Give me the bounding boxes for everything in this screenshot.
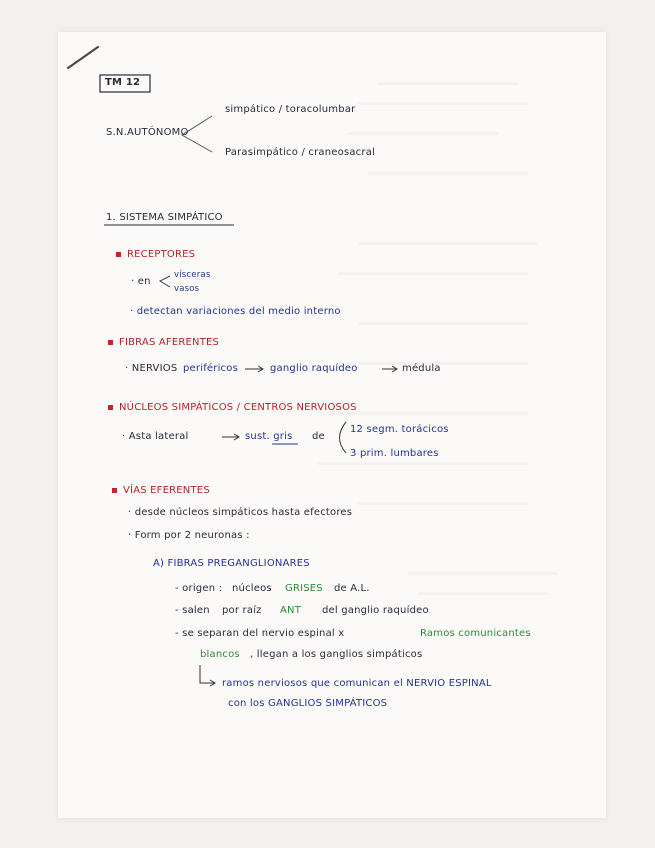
salen-rest: del ganglio raquídeo [322,605,429,616]
fibras-line-part3: ganglio raquídeo [270,363,358,374]
receptores-en-item: vasos [174,284,200,294]
fibras-line-part1: · NERVIOS [125,363,178,374]
bullet-icon [108,340,113,345]
receptores-heading: RECEPTORES [127,249,196,260]
receptores-en-label: · en [131,276,151,287]
bullet-icon [108,405,113,410]
nucleos-heading: NÚCLEOS SIMPÁTICOS / CENTROS NERVIOSOS [119,402,357,413]
salen-green: ANT [280,605,302,616]
fibras-line-part4: médula [402,363,441,374]
salen-text: por raíz [222,605,262,616]
nucleos-line-part3: de [312,431,325,442]
nucleos-line-part1: · Asta lateral [122,431,189,442]
vias-line1: · desde núcleos simpáticos hasta efectores [128,507,353,518]
vias-eferentes-heading: VÍAS EFERENTES [123,485,210,496]
intro-root: S.N.AUTÓNOMO [106,127,189,138]
salen-label: - salen [175,605,210,616]
title-box: TM 12 [105,77,141,88]
origen-rest: de A.L. [334,583,370,594]
vias-line2: · Form por 2 neuronas : [128,530,250,541]
receptores-detect-line: · detectan variaciones del medio interno [130,306,341,317]
section-heading: 1. SISTEMA SIMPÁTICO [106,212,223,223]
arrow-text: ramos nerviosos que comunican el NERVIO ESPINAL [222,678,492,689]
nucleos-brace-bottom: 3 prim. lumbares [350,448,439,459]
separan-green: Ramos comunicantes [420,628,531,639]
bullet-icon [116,252,121,257]
fibras-line-part2: periféricos [183,363,238,374]
separan-text: - se separan del nervio espinal x [175,628,345,639]
sub-a-heading: A) FIBRAS PREGANGLIONARES [153,558,310,569]
blancos-rest: , llegan a los ganglios simpáticos [250,649,423,660]
blancos-green: blancos [200,649,240,660]
origen-green: GRISES [285,583,323,594]
intro-branch-bottom: Parasimpático / craneosacral [225,147,375,158]
receptores-en-item: vísceras [174,270,211,280]
origen-text: núcleos [232,583,272,594]
fibras-aferentes-heading: FIBRAS AFERENTES [119,337,220,348]
bullet-icon [112,488,117,493]
nucleos-line-part2: sust. gris [245,431,293,442]
nucleos-brace-top: 12 segm. torácicos [350,424,449,435]
origen-label: - origen : [175,583,223,594]
intro-branch-top: simpático / toracolumbar [225,104,356,115]
arrow-text-2: con los GANGLIOS SIMPÁTICOS [228,698,388,709]
